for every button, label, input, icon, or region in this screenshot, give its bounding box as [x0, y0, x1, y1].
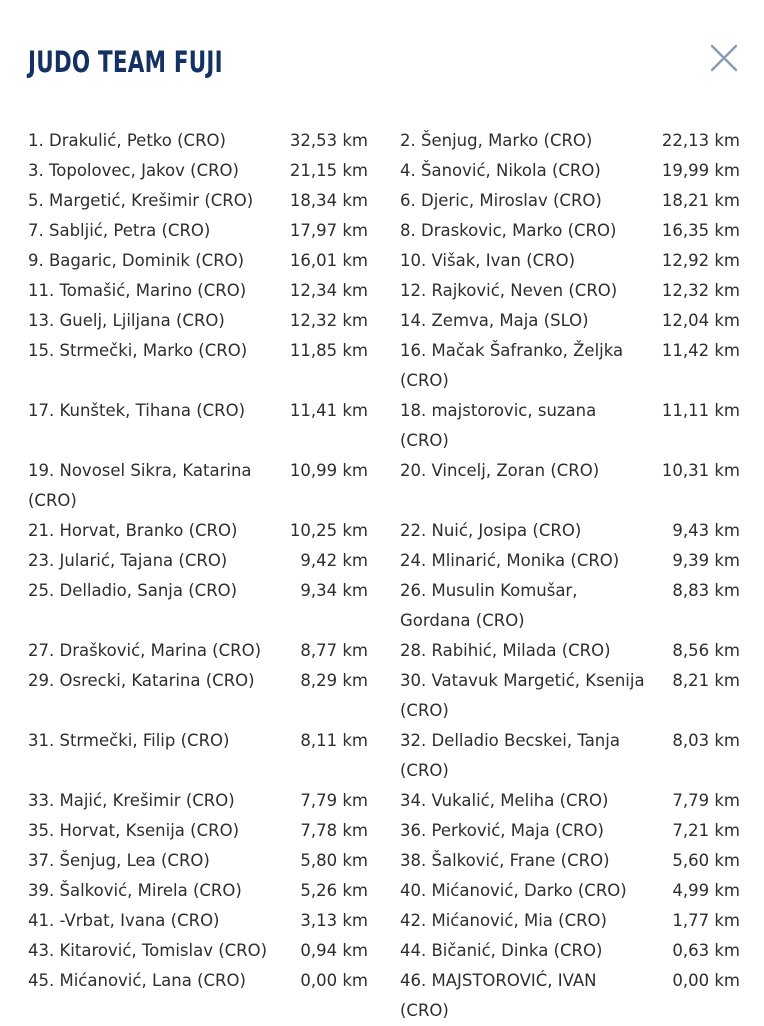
participant-name: 24. Mlinarić, Monika (CRO) — [400, 551, 620, 570]
participant-name: 42. Mićanović, Mia (CRO) — [400, 911, 607, 930]
participant-distance: 16,01 km — [289, 251, 368, 270]
results-row — [28, 726, 740, 786]
participant-name: 13. Guelj, Ljiljana (CRO) — [28, 311, 225, 330]
participant-name: 33. Majić, Krešimir (CRO) — [28, 791, 235, 810]
result-entry — [400, 276, 740, 306]
participant-name: 16. Mačak Šafranko, Željka (CRO) — [400, 341, 624, 390]
participant-distance: 1,77 km — [672, 911, 740, 930]
participant-distance: 11,85 km — [289, 341, 368, 360]
result-entry — [400, 906, 740, 936]
participant-distance: 0,00 km — [672, 971, 740, 990]
participant-distance: 17,97 km — [289, 221, 368, 240]
participant-distance: 11,41 km — [289, 401, 368, 420]
participant-name: 29. Osrecki, Katarina (CRO) — [28, 671, 255, 690]
result-entry — [28, 546, 368, 576]
participant-distance: 11,42 km — [661, 341, 740, 360]
results-row — [28, 126, 740, 156]
participant-distance: 8,03 km — [672, 731, 740, 750]
participant-name: 38. Šalković, Frane (CRO) — [400, 851, 610, 870]
participant-name: 14. Zemva, Maja (SLO) — [400, 311, 589, 330]
participant-name: 8. Draskovic, Marko (CRO) — [400, 221, 617, 240]
result-entry — [400, 876, 740, 906]
results-row — [28, 786, 740, 816]
result-entry — [400, 936, 740, 966]
participant-distance: 12,04 km — [661, 311, 740, 330]
result-entry — [400, 186, 740, 216]
results-row — [28, 846, 740, 876]
participant-distance: 32,53 km — [289, 131, 368, 150]
result-entry — [28, 876, 368, 906]
result-entry — [400, 456, 740, 516]
results-row — [28, 336, 740, 396]
results-row — [28, 666, 740, 726]
participant-name: 15. Strmečki, Marko (CRO) — [28, 341, 248, 360]
participant-name: 10. Višak, Ivan (CRO) — [400, 251, 576, 270]
team-title: JUDO TEAM FUJI — [28, 45, 223, 79]
participant-name: 30. Vatavuk Margetić, Ksenija (CRO) — [400, 671, 645, 720]
participant-distance: 0,63 km — [672, 941, 740, 960]
participant-name: 4. Šanović, Nikola (CRO) — [400, 161, 601, 180]
participant-name: 26. Musulin Komušar, Gordana (CRO) — [400, 581, 578, 630]
participant-name: 34. Vukalić, Meliha (CRO) — [400, 791, 609, 810]
participant-distance: 19,99 km — [661, 161, 740, 180]
participant-distance: 22,13 km — [661, 131, 740, 150]
result-entry — [400, 846, 740, 876]
participant-distance: 9,42 km — [300, 551, 368, 570]
participant-name: 7. Sabljić, Petra (CRO) — [28, 221, 211, 240]
result-entry — [28, 336, 368, 396]
participant-name: 21. Horvat, Branko (CRO) — [28, 521, 238, 540]
result-entry — [28, 276, 368, 306]
result-entry — [400, 336, 740, 396]
result-entry — [400, 516, 740, 546]
participant-distance: 16,35 km — [661, 221, 740, 240]
result-entry — [400, 126, 740, 156]
participant-name: 37. Šenjug, Lea (CRO) — [28, 851, 210, 870]
participant-distance: 7,78 km — [300, 821, 368, 840]
participant-name: 2. Šenjug, Marko (CRO) — [400, 131, 593, 150]
result-entry — [28, 306, 368, 336]
results-row — [28, 906, 740, 936]
participant-distance: 8,83 km — [672, 581, 740, 600]
results-row — [28, 186, 740, 216]
participant-distance: 10,31 km — [661, 461, 740, 480]
participant-distance: 7,79 km — [672, 791, 740, 810]
participant-name: 20. Vincelj, Zoran (CRO) — [400, 461, 600, 480]
participant-distance: 5,60 km — [672, 851, 740, 870]
results-row — [28, 546, 740, 576]
participant-name: 27. Drašković, Marina (CRO) — [28, 641, 262, 660]
result-entry — [28, 126, 368, 156]
participant-distance: 10,25 km — [289, 521, 368, 540]
participant-distance: 0,00 km — [300, 971, 368, 990]
result-entry — [28, 396, 368, 456]
results-row — [28, 636, 740, 666]
modal-header — [28, 40, 740, 84]
participant-distance: 9,34 km — [300, 581, 368, 600]
participant-distance: 8,77 km — [300, 641, 368, 660]
result-entry — [28, 906, 368, 936]
participant-distance: 12,34 km — [289, 281, 368, 300]
participant-name: 22. Nuić, Josipa (CRO) — [400, 521, 582, 540]
participant-name: 39. Šalković, Mirela (CRO) — [28, 881, 242, 900]
participant-distance: 5,26 km — [300, 881, 368, 900]
participant-distance: 18,21 km — [661, 191, 740, 210]
result-entry — [28, 456, 368, 516]
results-row — [28, 816, 740, 846]
participant-name: 5. Margetić, Krešimir (CRO) — [28, 191, 254, 210]
result-entry — [28, 966, 368, 1026]
result-entry — [28, 936, 368, 966]
participant-name: 44. Bičanić, Dinka (CRO) — [400, 941, 603, 960]
result-entry — [400, 786, 740, 816]
result-entry — [28, 666, 368, 726]
results-row — [28, 456, 740, 516]
result-entry — [28, 516, 368, 546]
participant-name: 31. Strmečki, Filip (CRO) — [28, 731, 230, 750]
participant-distance: 12,92 km — [661, 251, 740, 270]
participant-name: 1. Drakulić, Petko (CRO) — [28, 131, 226, 150]
participant-distance: 0,94 km — [300, 941, 368, 960]
participant-name: 3. Topolovec, Jakov (CRO) — [28, 161, 239, 180]
participant-name: 32. Delladio Becskei, Tanja (CRO) — [400, 731, 620, 780]
participant-distance: 5,80 km — [300, 851, 368, 870]
result-entry — [400, 576, 740, 636]
results-row — [28, 516, 740, 546]
participant-name: 46. MAJSTOROVIĆ, IVAN (CRO) — [400, 971, 597, 1020]
result-entry — [400, 396, 740, 456]
result-entry — [400, 156, 740, 186]
participant-distance: 8,29 km — [300, 671, 368, 690]
result-entry — [28, 816, 368, 846]
participant-name: 36. Perković, Maja (CRO) — [400, 821, 604, 840]
result-entry — [400, 966, 740, 1026]
participant-name: 35. Horvat, Ksenija (CRO) — [28, 821, 240, 840]
results-row — [28, 306, 740, 336]
result-entry — [400, 546, 740, 576]
result-entry — [28, 786, 368, 816]
results-row — [28, 966, 740, 1026]
result-entry — [400, 216, 740, 246]
result-entry — [400, 816, 740, 846]
result-entry — [28, 186, 368, 216]
participant-distance: 8,11 km — [300, 731, 368, 750]
results-row — [28, 396, 740, 456]
results-list — [28, 126, 740, 1026]
participant-name: 17. Kunštek, Tihana (CRO) — [28, 401, 246, 420]
participant-name: 9. Bagaric, Dominik (CRO) — [28, 251, 245, 270]
participant-distance: 18,34 km — [289, 191, 368, 210]
participant-distance: 7,79 km — [300, 791, 368, 810]
result-entry — [28, 726, 368, 786]
participant-name: 6. Djeric, Miroslav (CRO) — [400, 191, 602, 210]
result-entry — [28, 156, 368, 186]
result-entry — [28, 576, 368, 636]
close-icon — [708, 42, 740, 74]
participant-name: 40. Mićanović, Darko (CRO) — [400, 881, 627, 900]
participant-name: 28. Rabihić, Milada (CRO) — [400, 641, 611, 660]
result-entry — [400, 636, 740, 666]
participant-distance: 7,21 km — [672, 821, 740, 840]
close-button[interactable] — [708, 42, 740, 74]
result-entry — [400, 666, 740, 726]
participant-distance: 3,13 km — [300, 911, 368, 930]
participant-name: 45. Mićanović, Lana (CRO) — [28, 971, 246, 990]
result-entry — [28, 846, 368, 876]
result-entry — [28, 246, 368, 276]
result-entry — [28, 636, 368, 666]
participant-distance: 12,32 km — [661, 281, 740, 300]
participant-name: 23. Jularić, Tajana (CRO) — [28, 551, 228, 570]
participant-distance: 12,32 km — [289, 311, 368, 330]
results-row — [28, 576, 740, 636]
result-entry — [28, 216, 368, 246]
participant-name: 19. Novosel Sikra, Katarina (CRO) — [28, 461, 252, 510]
participant-name: 43. Kitarović, Tomislav (CRO) — [28, 941, 268, 960]
participant-distance: 4,99 km — [672, 881, 740, 900]
results-row — [28, 936, 740, 966]
result-entry — [400, 726, 740, 786]
participant-distance: 9,43 km — [672, 521, 740, 540]
participant-distance: 10,99 km — [289, 461, 368, 480]
results-row — [28, 246, 740, 276]
participant-distance: 8,21 km — [672, 671, 740, 690]
results-row — [28, 216, 740, 246]
participant-name: 12. Rajković, Neven (CRO) — [400, 281, 618, 300]
participant-distance: 11,11 km — [661, 401, 740, 420]
participant-name: 18. majstorovic, suzana (CRO) — [400, 401, 597, 450]
participant-name: 25. Delladio, Sanja (CRO) — [28, 581, 238, 600]
participant-distance: 8,56 km — [672, 641, 740, 660]
participant-distance: 9,39 km — [672, 551, 740, 570]
participant-name: 11. Tomašić, Marino (CRO) — [28, 281, 247, 300]
participant-distance: 21,15 km — [289, 161, 368, 180]
results-row — [28, 276, 740, 306]
result-entry — [400, 246, 740, 276]
result-entry — [400, 306, 740, 336]
results-row — [28, 156, 740, 186]
participant-name: 41. -Vrbat, Ivana (CRO) — [28, 911, 220, 930]
results-row — [28, 876, 740, 906]
